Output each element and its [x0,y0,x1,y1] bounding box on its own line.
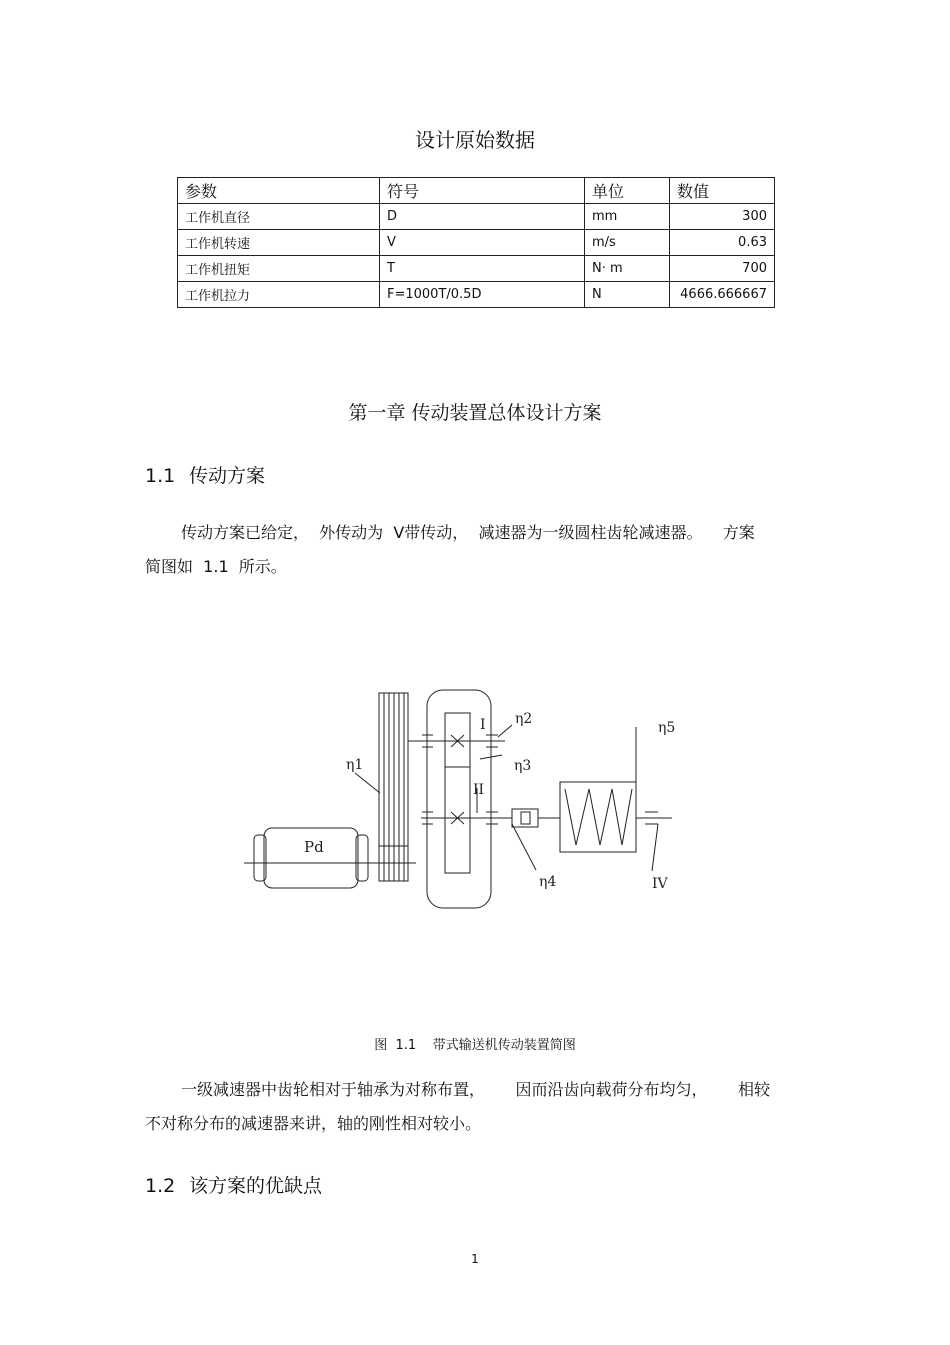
table-cell: T [380,256,585,282]
table-cell: mm [585,204,670,230]
header-cell: 参数 [178,178,380,204]
eta2-label: η2 [515,711,533,727]
shaft-ii-label: II [473,782,485,798]
table-row [178,256,775,282]
section-heading-1-2 [145,1171,322,1198]
table-row [178,204,775,230]
table-cell: 700 [670,256,775,282]
eta3-label: η3 [514,758,532,774]
figure-caption: 图 1.1 带式输送机传动装置简图 [374,1038,576,1053]
table-cell: V [380,230,585,256]
table-cell: 0.63 [670,230,775,256]
chapter-title: 第一章 传动装置总体设计方案 [348,402,602,424]
shaft-iv-label: IV [652,876,668,892]
table-cell: 工作机直径 [178,204,380,230]
transmission-diagram [240,685,680,925]
table-row [178,230,775,256]
table-cell: D [380,204,585,230]
paragraph-line: 传动方案已给定， 外传动为 V带传动， 减速器为一级圆柱齿轮减速器。 方案 [181,523,755,542]
section-number: 1.2 [145,1175,176,1197]
eta5-label: η5 [658,720,676,736]
design-data-table [177,177,775,308]
conveyor-drum-shape [560,782,672,852]
table-cell: 300 [670,204,775,230]
section-number: 1.1 [145,465,176,487]
table-cell: 工作机扭矩 [178,256,380,282]
header-cell: 数值 [670,178,775,204]
table-cell: 4666.666667 [670,282,775,308]
section-title: 该方案的优缺点 [189,1175,323,1197]
header-cell: 单位 [585,178,670,204]
motor-label: Pd [304,838,324,856]
table-header-row [178,178,775,204]
table-cell: N [585,282,670,308]
table-cell: F=1000T/0.5D [380,282,585,308]
coupling-shape [512,809,560,827]
page-title: 设计原始数据 [415,128,535,152]
paragraph-line: 简图如 1.1 所示。 [145,557,287,576]
section-title: 传动方案 [189,465,266,487]
section-heading-1-1 [145,461,265,488]
page-number: 1 [471,1252,479,1266]
paragraph-line: 一级减速器中齿轮相对于轴承为对称布置， 因而沿齿向载荷分布均匀， 相较 [181,1080,771,1099]
table-row [178,282,775,308]
header-cell: 符号 [380,178,585,204]
v-belt-shape [379,693,408,881]
table-cell: 工作机转速 [178,230,380,256]
table-cell: N· m [585,256,670,282]
gearbox-housing-shape [408,690,512,908]
eta1-label: η1 [346,757,364,773]
shaft-i-label: I [480,717,486,733]
paragraph-line: 不对称分布的减速器来讲，轴的刚性相对较小。 [145,1114,482,1133]
motor-shape [244,828,416,888]
eta4-label: η4 [539,874,557,890]
table-cell: m/s [585,230,670,256]
table-cell: 工作机拉力 [178,282,380,308]
